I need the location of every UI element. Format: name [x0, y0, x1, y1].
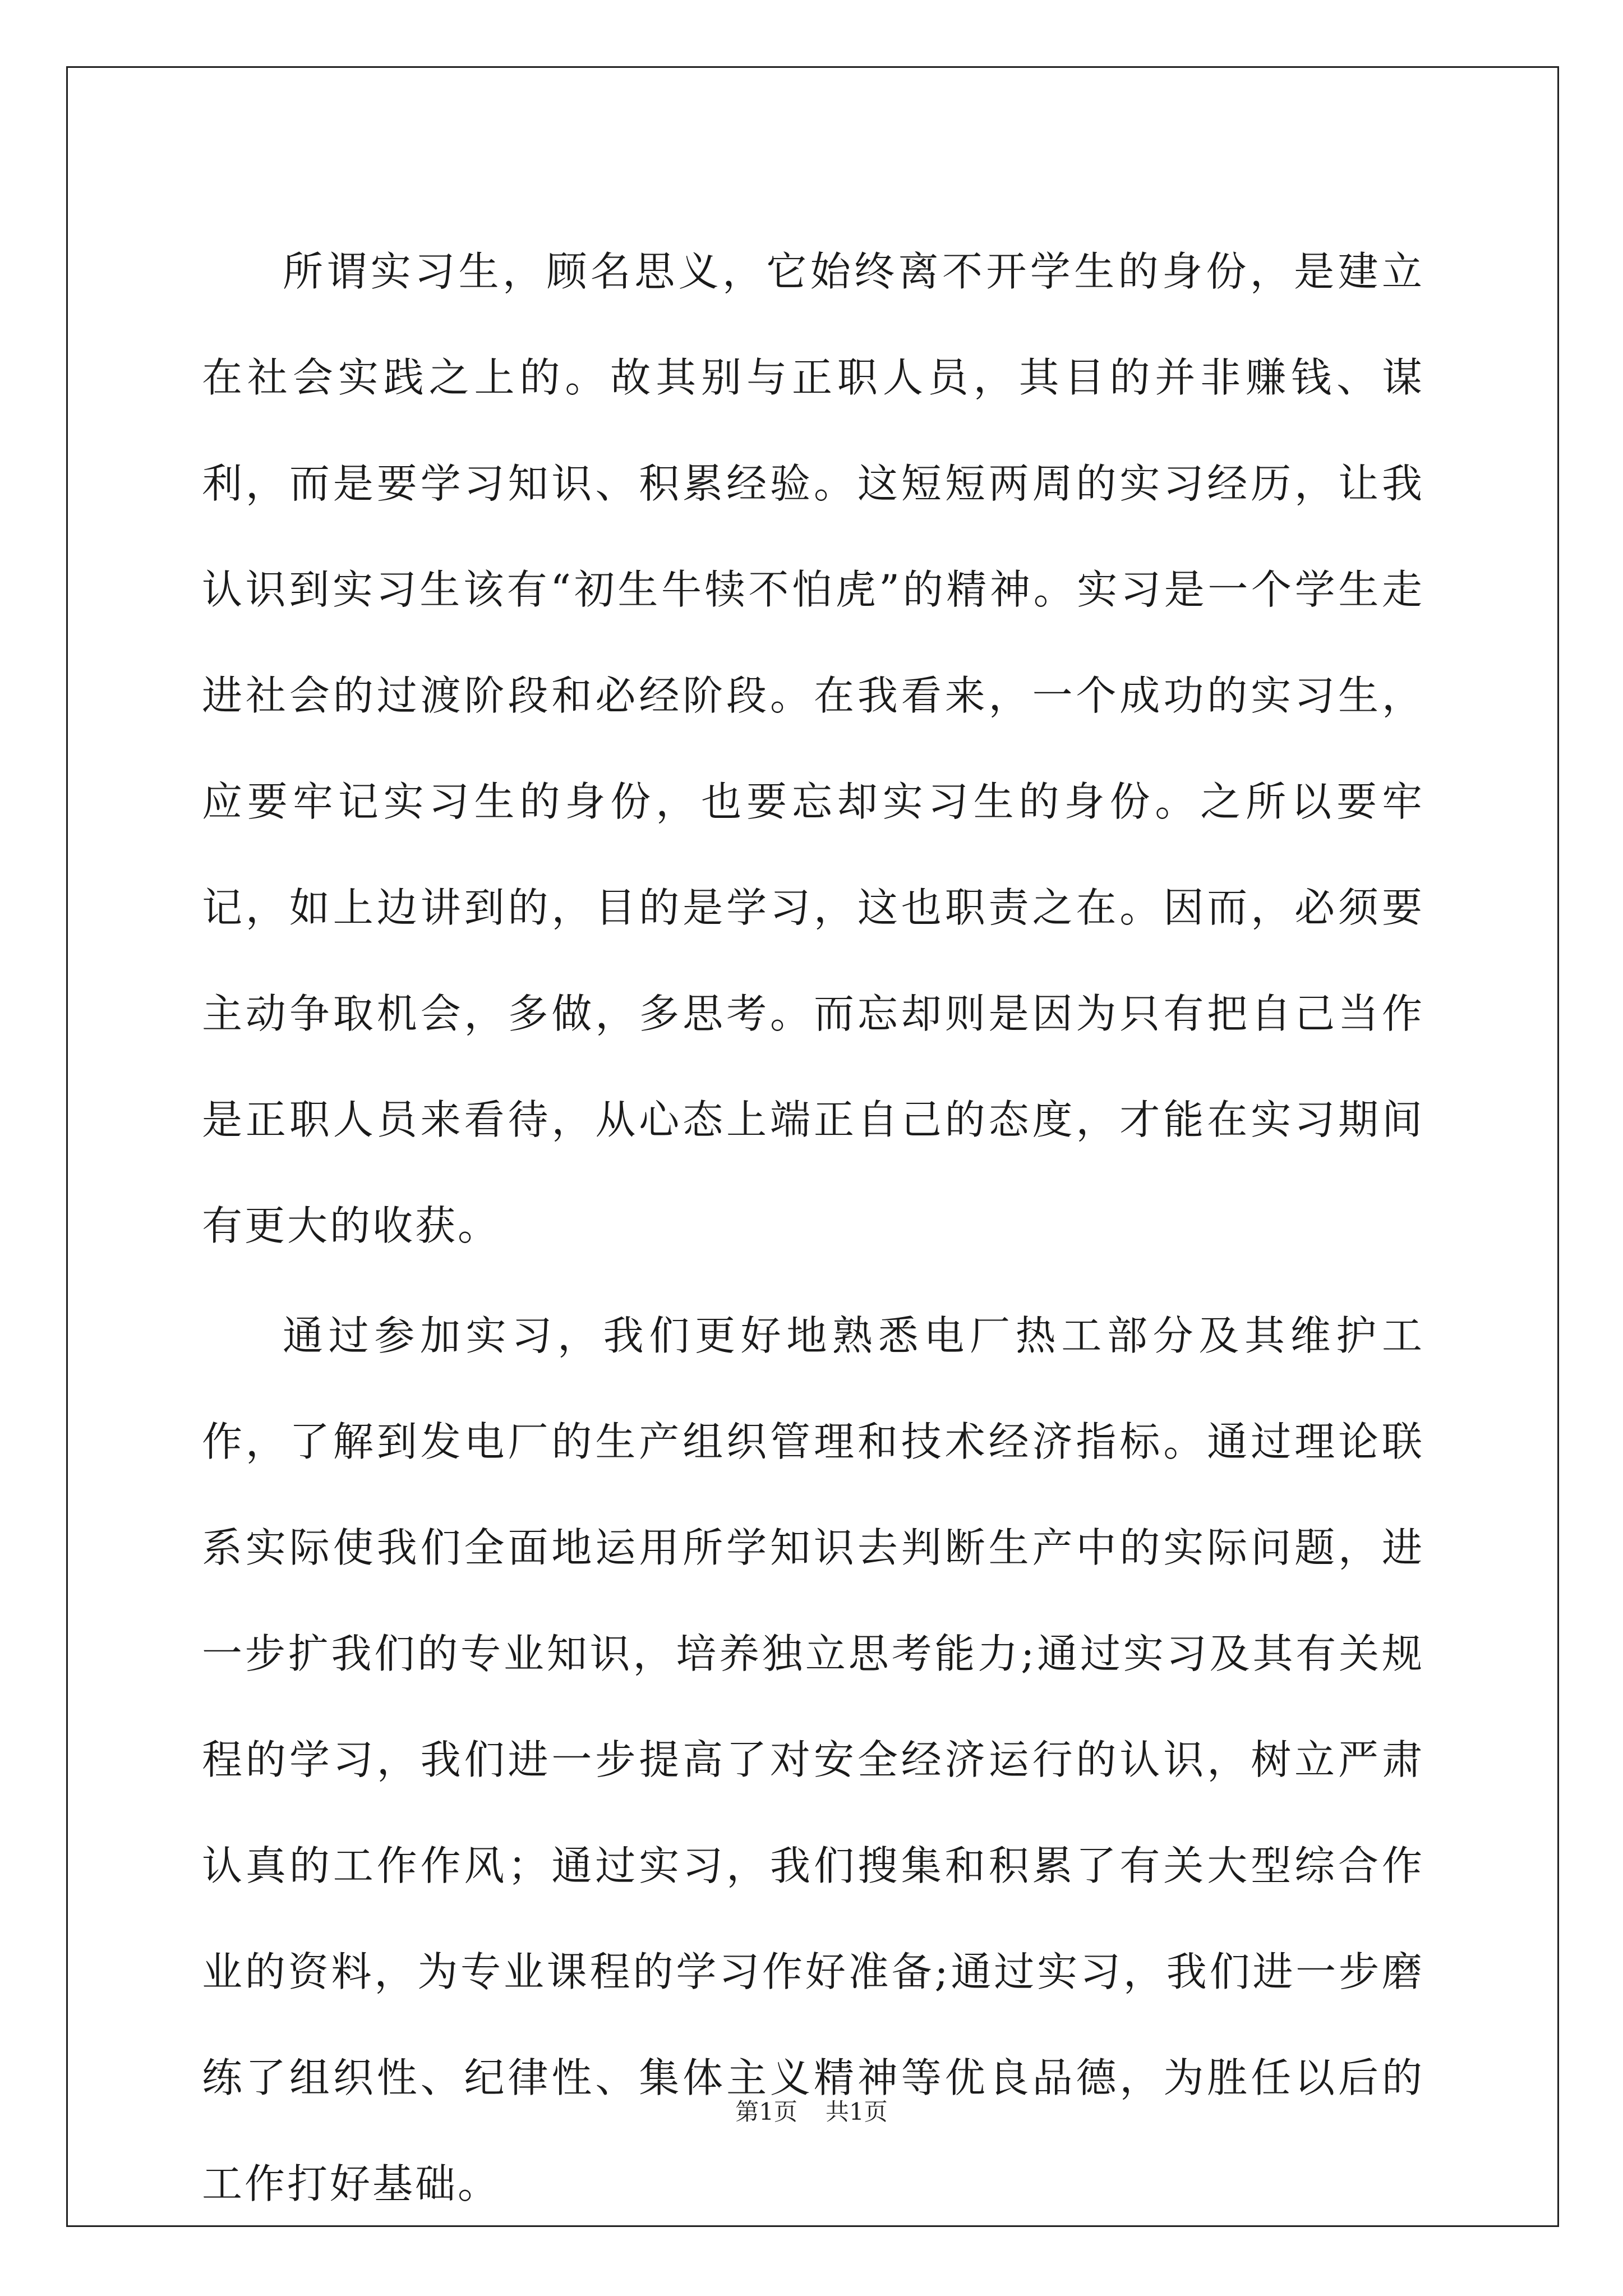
page-footer: [0, 2095, 1623, 2129]
page-total: 共1页: [826, 2098, 888, 2125]
paragraph-1: 所谓实习生，顾名思义，它始终离不开学生的身份，是建立在社会实践之上的。故其别与正职人员，其目的并非赚钱、谋利，而是要学习知识、积累经验。这短短两周的实习经历，让我认识到实习生该有“初生牛犊不怕虎”的精神。实习是一个学生走进社会的过渡阶段和必经阶段。在我看来，一个成功的实习生，应要牢记实习生的身份，也要忘却实习生的身份。之所以要牢记，如上边讲到的，目的是学习，这也职责之在。因而，必须要主动争取机会，多做，多思考。而忘却则是因为只有把自己当作是正职人员来看待，从心态上端正自己的态度，才能在实习期间有更大的收获。: [202, 248, 1424, 1249]
paragraph-2: 通过参加实习，我们更好地熟悉电厂热工部分及其维护工作，了解到发电厂的生产组织管理和技术经济指标。通过理论联系实际使我们全面地运用所学知识去判断生产中的实际问题，进一步扩我们的专业知识，培养独立思考能力;通过实习及其有关规程的学习，我们进一步提高了对安全经济运行的认识，树立严肃认真的工作作风；通过实习，我们搜集和积累了有关大型综合作业的资料，为专业课程的学习作好准备;通过实习，我们进一步磨练了组织性、纪律性、集体主义精神等优良品德，为胜任以后的工作打好基础。: [202, 1312, 1424, 2207]
document-body: [202, 219, 1424, 2241]
page-number: 第1页: [735, 2098, 797, 2125]
